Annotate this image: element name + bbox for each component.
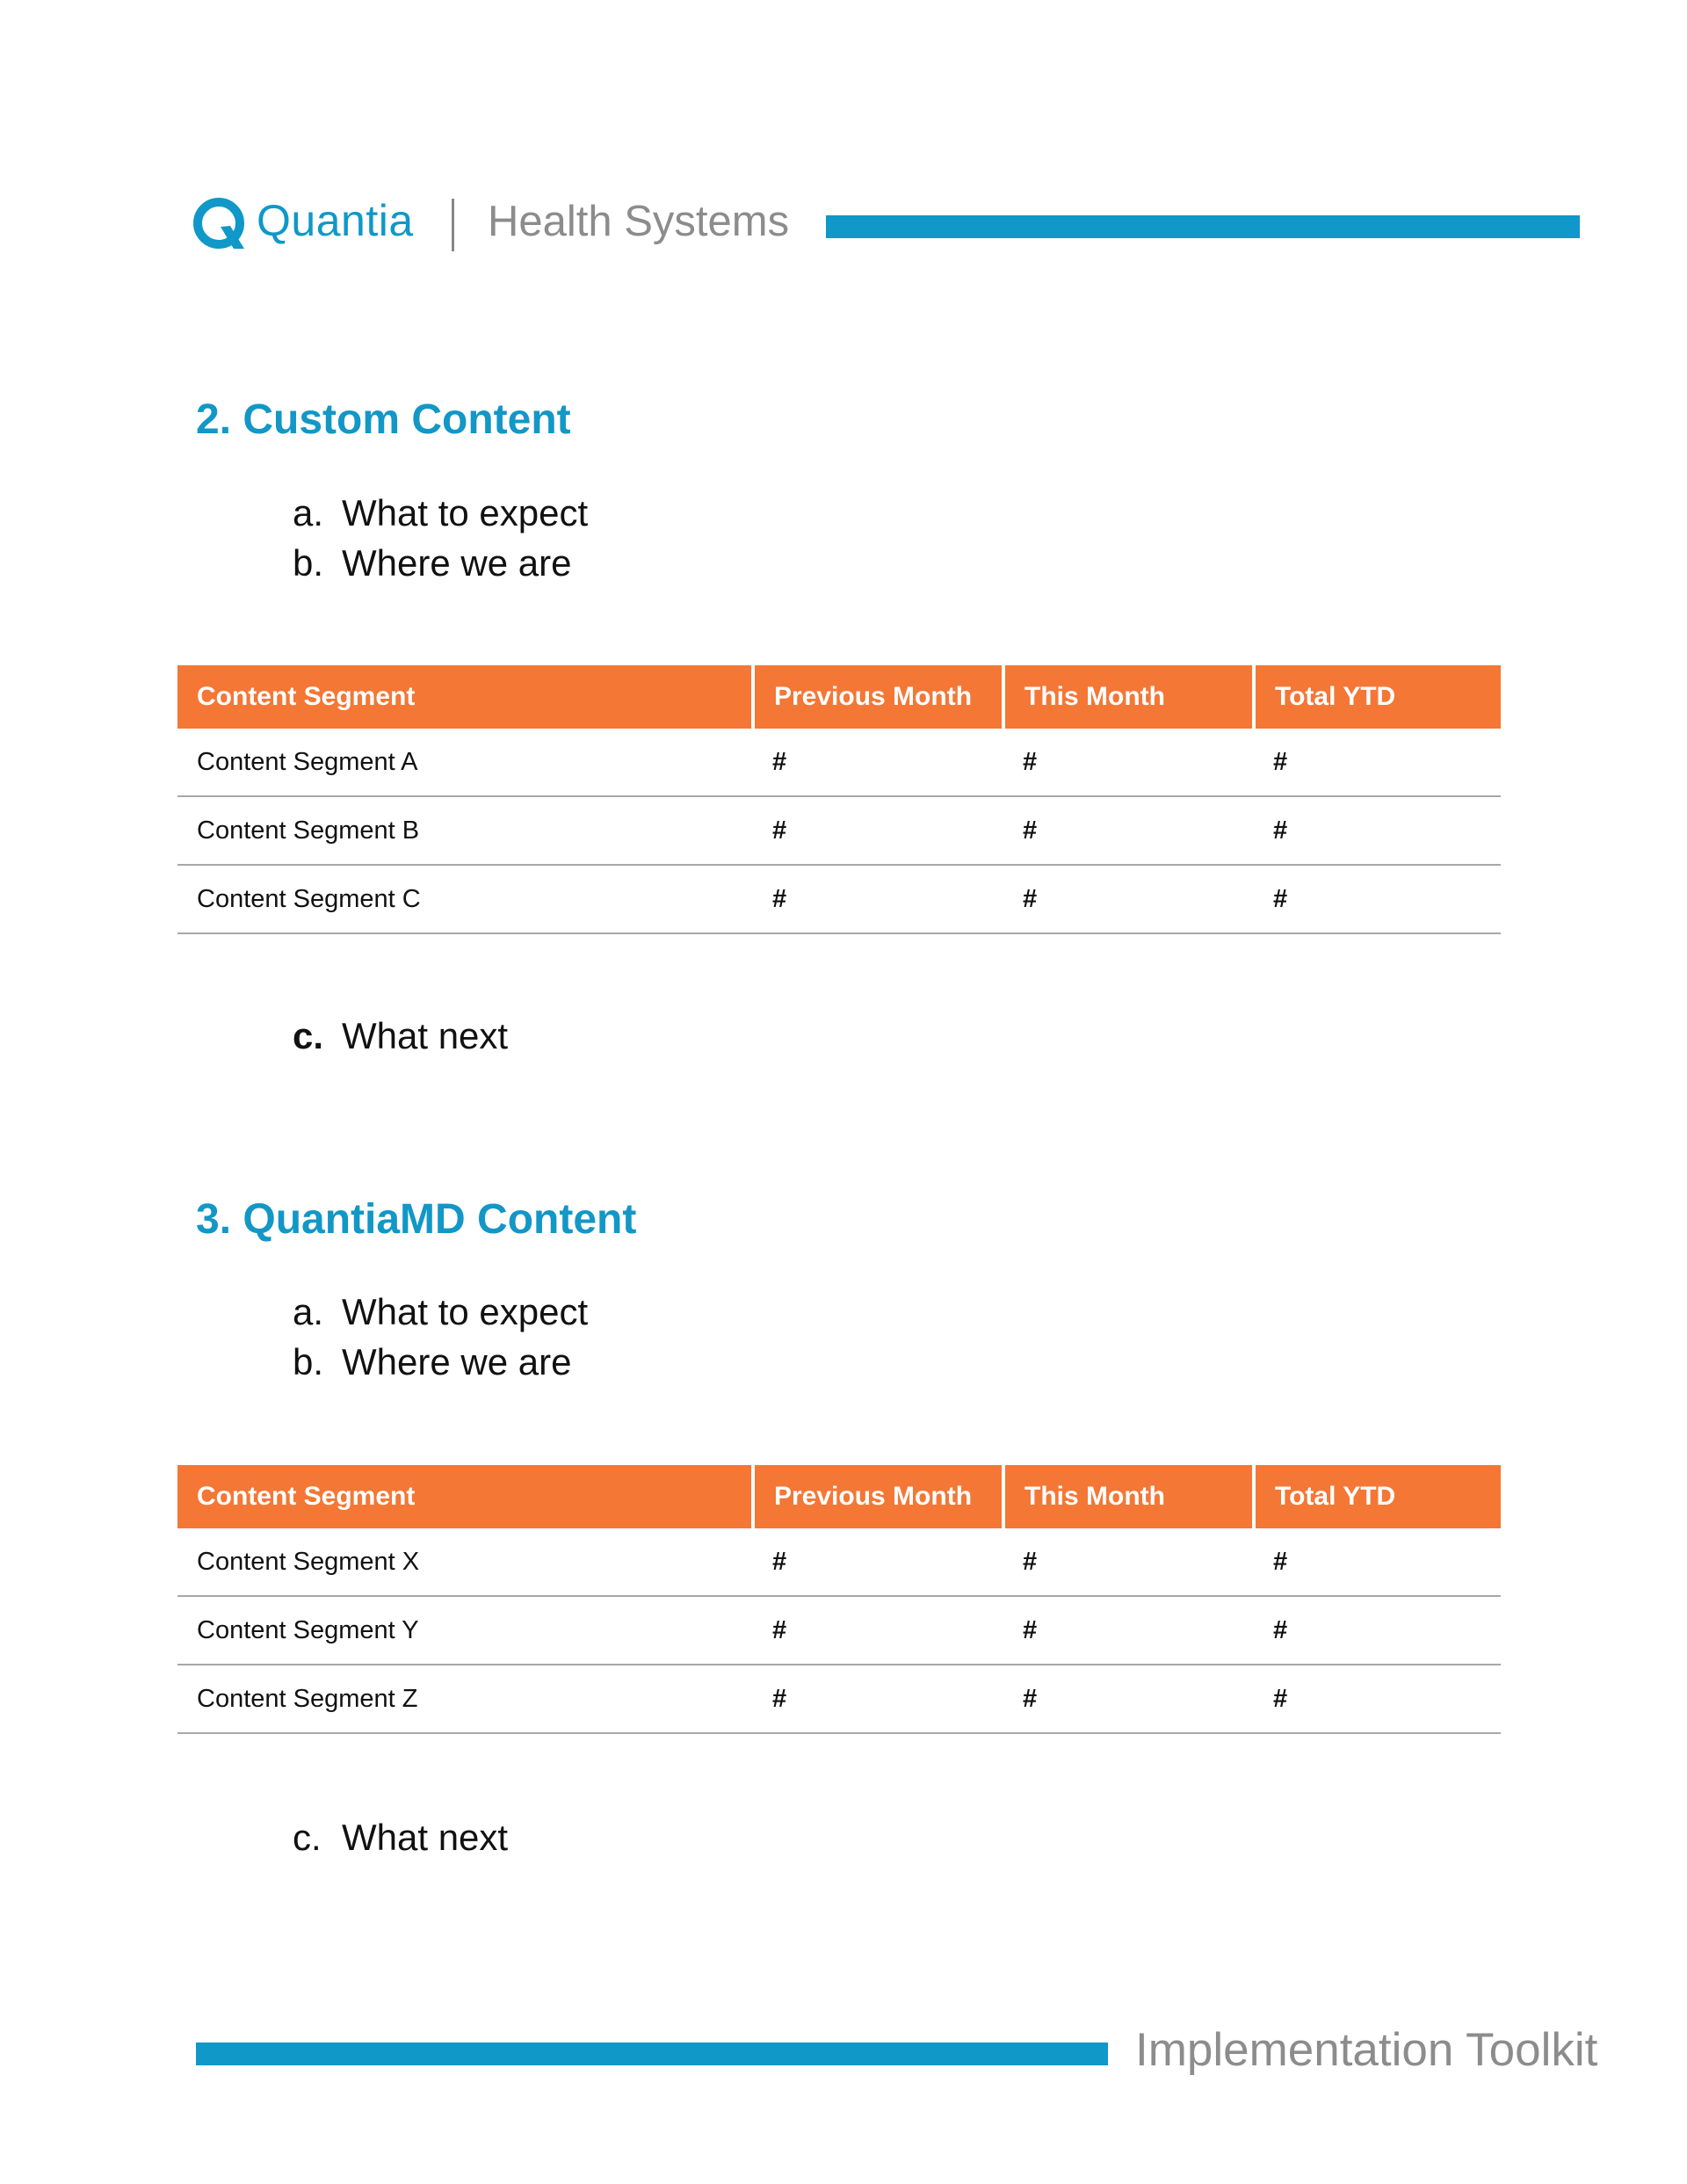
list-item-label: What next (342, 1817, 509, 1858)
table-cell: # (753, 729, 1003, 796)
list-item-label: Where we are (342, 1341, 572, 1382)
quantia-q-logo-icon (193, 198, 248, 252)
section-title: 2. Custom Content (196, 396, 571, 443)
list-item-label: What to expect (342, 492, 589, 533)
column-header: Content Segment (177, 1465, 753, 1528)
list-item-label: What next (342, 1015, 509, 1056)
table-cell: # (1254, 1596, 1501, 1665)
list-item (293, 1287, 588, 1337)
table-row (177, 865, 1501, 933)
list-marker: a. (293, 1291, 324, 1332)
list-marker: c. (293, 1015, 324, 1056)
table-cell: Content Segment B (177, 796, 753, 865)
table-cell: # (753, 1528, 1003, 1596)
section-list (293, 488, 588, 588)
table-cell: # (1254, 729, 1501, 796)
header-divider (452, 199, 454, 251)
table-cell: # (1003, 1665, 1254, 1733)
table-row (177, 1665, 1501, 1733)
table-cell: Content Segment A (177, 729, 753, 796)
table-cell: # (1254, 865, 1501, 933)
table-cell: # (753, 1596, 1003, 1665)
list-item (293, 488, 588, 538)
table-cell: # (1003, 1528, 1254, 1596)
section-title: 3. QuantiaMD Content (196, 1196, 637, 1243)
table-header-row (177, 1465, 1501, 1528)
column-header: Total YTD (1254, 1465, 1501, 1528)
table-cell: # (753, 1665, 1003, 1733)
table-cell: # (1254, 1665, 1501, 1733)
content-segment-table (177, 1465, 1501, 1734)
table-row (177, 1596, 1501, 1665)
footer-title: Implementation Toolkit (1135, 2024, 1598, 2076)
list-marker: b. (293, 1341, 324, 1382)
content-segment-table (177, 665, 1501, 934)
table-cell: # (1254, 796, 1501, 865)
table-row (177, 1528, 1501, 1596)
table-cell: # (1254, 1528, 1501, 1596)
table-cell: # (753, 865, 1003, 933)
column-header: Previous Month (753, 1465, 1003, 1528)
list-marker: a. (293, 492, 324, 533)
page-header (193, 189, 1580, 259)
list-item (293, 1337, 588, 1387)
section-list (293, 1812, 508, 1862)
section-list (293, 1287, 588, 1387)
list-marker: b. (293, 542, 324, 584)
table-cell: # (1003, 796, 1254, 865)
column-header: Total YTD (1254, 665, 1501, 729)
list-item (293, 1812, 508, 1862)
list-item (293, 538, 588, 588)
list-marker: c. (293, 1817, 322, 1858)
brand-name: Quantia (257, 196, 414, 245)
section-list (293, 1011, 508, 1061)
table-cell: # (1003, 729, 1254, 796)
list-item-label: Where we are (342, 542, 572, 584)
table-cell: Content Segment Z (177, 1665, 753, 1733)
header-accent-bar (826, 215, 1580, 238)
table-cell: # (1003, 1596, 1254, 1665)
table-cell: Content Segment Y (177, 1596, 753, 1665)
column-header: Content Segment (177, 665, 753, 729)
footer-accent-bar (196, 2043, 1108, 2065)
list-item (293, 1011, 508, 1061)
table-cell: Content Segment C (177, 865, 753, 933)
column-header: This Month (1003, 1465, 1254, 1528)
table-row (177, 796, 1501, 865)
table-header-row (177, 665, 1501, 729)
table-row (177, 729, 1501, 796)
column-header: Previous Month (753, 665, 1003, 729)
table-cell: Content Segment X (177, 1528, 753, 1596)
column-header: This Month (1003, 665, 1254, 729)
table-cell: # (753, 796, 1003, 865)
brand-subtitle: Health Systems (488, 198, 790, 245)
table-cell: # (1003, 865, 1254, 933)
list-item-label: What to expect (342, 1291, 589, 1332)
